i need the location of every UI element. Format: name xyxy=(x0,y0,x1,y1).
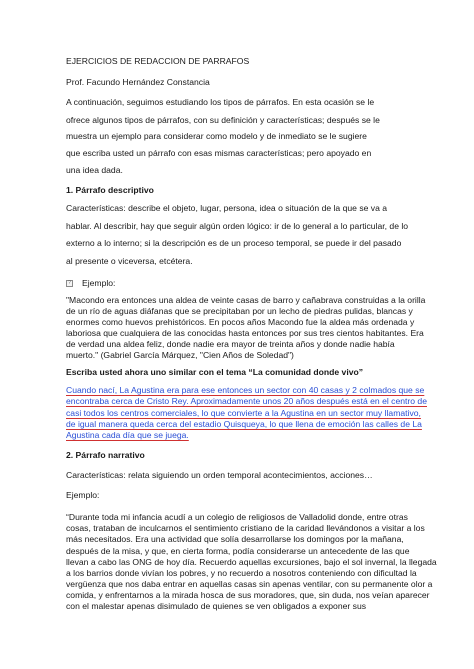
answer-line: Cuando nací, La Agustina era para ese entonces un sector con 40 casas y 2 colmados que se xyxy=(66,385,425,395)
characteristics-line: al presente o viceversa, etcétera. xyxy=(66,256,193,266)
example-label: Ejemplo: xyxy=(66,490,100,500)
characteristics-line: Características: describe el objeto, lugar, persona, idea o situación de la que se va a xyxy=(66,203,388,213)
answer-line: encontraba cerca de Cristo Rey. Aproximadamente unos 20 años después está en el centro de xyxy=(66,396,427,406)
intro-line: muestra un ejemplo para considerar como modelo y de inmediato se le sugiere xyxy=(66,131,367,141)
example-line: enormes como huevos prehistóricos. En pocos años Macondo fue la aldea más ordenada y xyxy=(66,317,415,327)
example-line: cosas, trataban de inculcarnos el sentimiento cristiano de la caridad llevándonos a visitar a los xyxy=(66,523,425,533)
intro-line: A continuación, seguimos estudiando los tipos de párrafos. En esta ocasión se le xyxy=(66,97,375,107)
example-label: Ejemplo: xyxy=(82,278,116,288)
document-title: EJERCICIOS DE REDACCION DE PARRAFOS xyxy=(66,56,250,66)
example-line: vergüenza que nos daba entrar en aquellas casas sin apenas ventilar, con su permanente olor a xyxy=(66,579,433,589)
example-line: de un río de aguas diáfanas que se precipitaban por un lecho de piedras pulidas, blancas y xyxy=(66,306,413,316)
example-line: "Macondo era entonces una aldea de veinte casas de barro y cañabrava construidas a la orilla xyxy=(66,295,426,305)
characteristics-line: externo a lo interno; si la descripción es de un proceso temporal, se puede ir del pasado xyxy=(66,238,402,248)
example-line: laboriosa que cualquiera de las conocidas hasta entonces por sus tres cientos habitantes. Era xyxy=(66,328,424,338)
writing-prompt: Escriba usted ahora uno similar con el tema “La comunidad donde vivo” xyxy=(66,367,364,377)
example-line: después de la misa, y que, en cierta forma, podía considerarse un antecedente de las que xyxy=(66,546,410,556)
example-line: comida, y enfrentarnos a la mirada hosca de sus moradores, que, sin duda, nos veían aparecer xyxy=(66,590,430,600)
intro-line: ofrece algunos tipos de párrafos, con su definición y características; después se le xyxy=(66,115,380,125)
author-line: Prof. Facundo Hernández Constancia xyxy=(66,77,210,87)
example-line: con el malestar apenas disimulado de quienes se ven obligados a exponer sus xyxy=(66,601,367,611)
answer-line: Agustina cada día que se juega. xyxy=(66,430,189,440)
example-line: llevan a cabo las ONG de hoy día. Recuerdo aquellas excursiones, bajo el sol invernal, la llegada xyxy=(66,557,437,567)
intro-line: que escriba usted un párrafo con esas mismas características; pero apoyado en xyxy=(66,148,372,158)
example-line: muerto." (Gabriel García Márquez, "Cien Años de Soledad") xyxy=(66,350,294,360)
characteristics-line: Características: relata siguiendo un orden temporal acontecimientos, acciones… xyxy=(66,470,373,480)
broken-image-icon: ? xyxy=(66,280,73,287)
intro-line: una idea dada. xyxy=(66,165,123,175)
example-line: “Durante toda mi infancia acudí a un colegio de religiosos de Valladolid donde, entre otras xyxy=(66,512,408,522)
section-heading-narrative: 2. Párrafo narrativo xyxy=(66,450,145,460)
example-line: más necesitados. Era una actividad que solía desarrollarse los domingos por la mañana, xyxy=(66,534,404,544)
characteristics-line: hablar. Al describir, hay que seguir algún orden lógico: ir de lo general a lo particular, de lo xyxy=(66,221,409,231)
answer-line: casi todos los centros comerciales, lo que convierte a la Agustina en un sector muy llamativo, xyxy=(66,408,421,418)
example-line: de verdad una aldea feliz, donde nadie era mayor de treinta años y donde nadie había xyxy=(66,339,395,349)
answer-line: de igual manera queda cerca del estadio Quisqueya, lo que llena de emoción las calles de La xyxy=(66,419,422,429)
example-line: a los barrios donde vivían los pobres, y no recuerdo a nosotros conteniendo con dificultad la xyxy=(66,568,417,578)
section-heading-descriptive: 1. Párrafo descriptivo xyxy=(66,185,154,195)
